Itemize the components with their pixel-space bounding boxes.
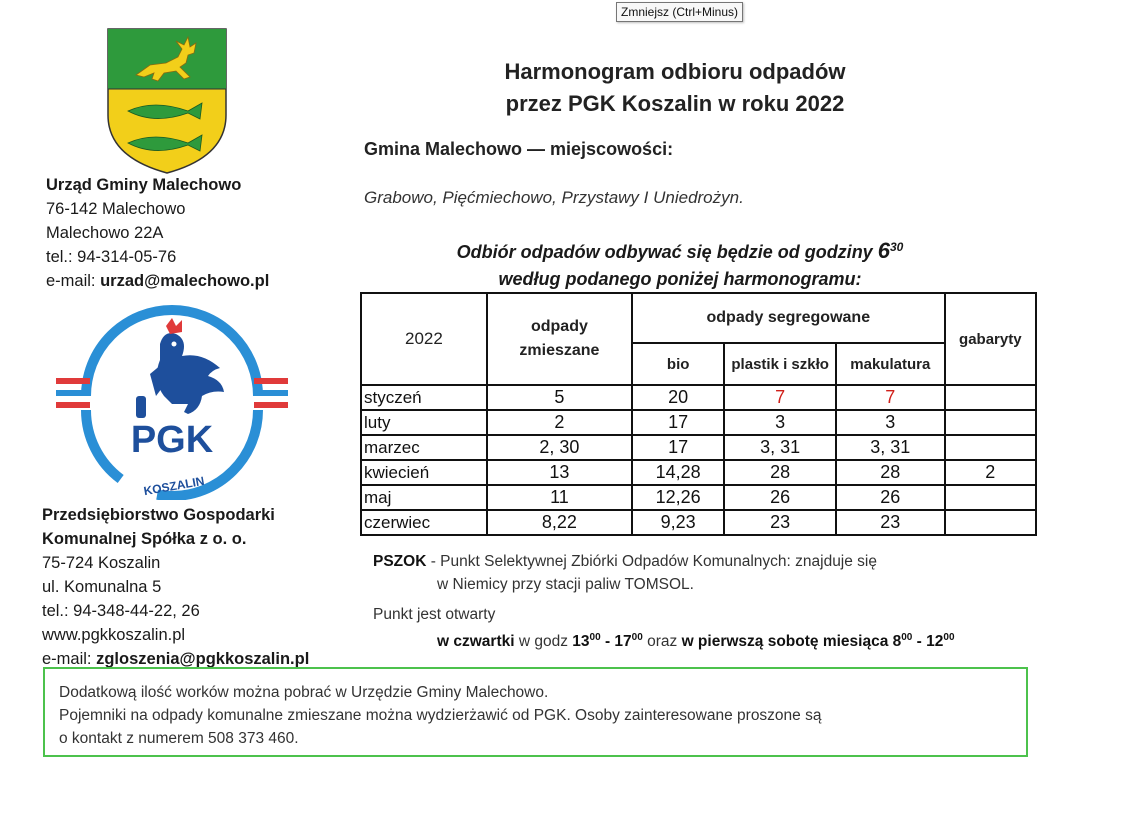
pgk-contact (42, 503, 309, 671)
bio-cell: 12,26 (632, 485, 724, 510)
time-4-hour: 12 (926, 633, 944, 651)
month-cell: styczeń (361, 385, 487, 410)
bio-cell: 9,23 (632, 510, 724, 535)
zoom-out-tooltip: Zmniejsz (Ctrl+Minus) (616, 2, 743, 22)
time-4-min: 00 (943, 632, 955, 643)
pszok-line1 (373, 550, 877, 573)
time-dash-2: - (912, 633, 927, 651)
mixed-cell: 2 (487, 410, 632, 435)
table-row (361, 410, 1036, 435)
bulky-cell (945, 510, 1036, 535)
plastic-cell: 3, 31 (724, 435, 836, 460)
schedule-table (360, 292, 1037, 536)
office-phone: tel.: 94-314-05-76 (46, 248, 177, 266)
additional-info-box (43, 667, 1028, 757)
saturday-times (682, 633, 955, 650)
pgk-logo-city: KOSZALIN (142, 473, 206, 499)
pgk-name-line2: Komunalnej Spółka z o. o. (42, 530, 247, 548)
bio-cell: 14,28 (632, 460, 724, 485)
bulky-cell (945, 385, 1036, 410)
bio-header: bio (632, 343, 724, 385)
office-email: urzad@malechowo.pl (100, 272, 270, 290)
pgk-email: zgloszenia@pgkkoszalin.pl (96, 650, 310, 668)
office-email-label: e-mail: (46, 272, 101, 290)
table-row (361, 510, 1036, 535)
notice-text: Odbiór odpadów odbywać się będzie od godziny (456, 242, 878, 262)
plastic-cell: 28 (724, 460, 836, 485)
plastic-cell: 26 (724, 485, 836, 510)
paper-cell: 3, 31 (836, 435, 945, 460)
places-list: Grabowo, Pięćmiechowo, Przystawy I Uniedrożyn. (364, 188, 744, 207)
opening-times (373, 626, 955, 653)
municipal-office-contact (46, 173, 269, 293)
paper-cell: 26 (836, 485, 945, 510)
notice-minutes: 30 (889, 240, 904, 254)
plastic-cell: 7 (724, 385, 836, 410)
opening-days: w czwartki (437, 633, 515, 651)
time-1-min: 00 (589, 632, 601, 643)
pszok-location: w Niemicy przy stacji paliw TOMSOL. (437, 576, 694, 593)
notice-line2: według podanego poniżej harmonogramu: (498, 269, 862, 289)
paper-header: makulatura (836, 343, 945, 385)
paper-cell: 3 (836, 410, 945, 435)
time-3-hour: 8 (892, 633, 902, 651)
pszok-info (373, 550, 877, 596)
month-cell: luty (361, 410, 487, 435)
plastic-glass-header: plastik i szkło (724, 343, 836, 385)
bulky-cell (945, 435, 1036, 460)
info-line2: Pojemniki na odpady komunalne zmieszane można wydzierżawić od PGK. Osoby zainteresowane proszone są (59, 707, 822, 724)
bulky-cell: 2 (945, 460, 1036, 485)
table-row (361, 435, 1036, 460)
pszok-label: PSZOK (373, 553, 427, 570)
pgk-koszalin-logo (52, 300, 292, 500)
office-email-line (46, 269, 269, 293)
pszok-description: - Punkt Selektywnej Zbiórki Odpadów Komunalnych: znajduje się (426, 553, 877, 570)
bio-cell: 17 (632, 435, 724, 460)
pgk-email-label: e-mail: (42, 650, 97, 668)
municipality-heading: Gmina Malechowo — miejscowości: (364, 139, 674, 159)
bio-cell: 17 (632, 410, 724, 435)
bulky-cell (945, 485, 1036, 510)
pgk-logo-text: PGK (130, 419, 214, 461)
opening-hours (373, 603, 955, 653)
segregated-waste-header: odpady segregowane (632, 293, 945, 343)
notice-hour: 6 (877, 238, 890, 263)
month-cell: maj (361, 485, 487, 510)
saturday-label: w pierwszą sobotę miesiąca (681, 633, 893, 651)
plastic-cell: 3 (724, 410, 836, 435)
notice-line1 (420, 234, 940, 266)
pgk-website: www.pgkkoszalin.pl (42, 626, 186, 644)
mixed-cell: 2, 30 (487, 435, 632, 460)
page-title (440, 56, 910, 120)
opening-intro: Punkt jest otwarty (373, 606, 496, 623)
office-name: Urząd Gminy Malechowo (46, 176, 242, 194)
paper-cell: 28 (836, 460, 945, 485)
bio-cell: 20 (632, 385, 724, 410)
mixed-waste-header: odpady zmieszane (487, 293, 632, 385)
plastic-cell: 23 (724, 510, 836, 535)
pgk-postal: 75-724 Koszalin (42, 554, 161, 572)
paper-cell: 7 (836, 385, 945, 410)
time-dash-1: - (600, 633, 615, 651)
month-cell: kwiecień (361, 460, 487, 485)
mixed-cell: 13 (487, 460, 632, 485)
mixed-cell: 11 (487, 485, 632, 510)
schedule-rows (361, 385, 1036, 535)
bulky-cell (945, 410, 1036, 435)
month-cell: marzec (361, 435, 487, 460)
time-1-hour: 13 (572, 633, 590, 651)
time-2-hour: 17 (614, 633, 632, 651)
info-line1: Dodatkową ilość worków można pobrać w Urzędzie Gminy Malechowo. (59, 684, 549, 701)
table-row (361, 460, 1036, 485)
opening-and: oraz (642, 633, 682, 651)
malechowo-coat-of-arms (106, 27, 228, 175)
bulky-waste-header: gabaryty (945, 293, 1036, 385)
pgk-street: ul. Komunalna 5 (42, 578, 162, 596)
time-1 (572, 633, 643, 650)
pgk-name-line1: Przedsiębiorstwo Gospodarki (42, 506, 275, 524)
pickup-notice (420, 234, 940, 293)
pgk-phone: tel.: 94-348-44-22, 26 (42, 602, 200, 620)
table-row (361, 485, 1036, 510)
time-3-min: 00 (901, 632, 913, 643)
opening-text: w godz (514, 633, 573, 651)
table-row (361, 385, 1036, 410)
info-line3: o kontakt z numerem 508 373 460. (59, 730, 299, 747)
year-header: 2022 (361, 293, 487, 385)
mixed-cell: 8,22 (487, 510, 632, 535)
month-cell: czerwiec (361, 510, 487, 535)
time-2-min: 00 (631, 632, 643, 643)
office-postal: 76-142 Malechowo (46, 200, 186, 218)
title-line2: przez PGK Koszalin w roku 2022 (505, 91, 845, 116)
office-street: Malechowo 22A (46, 224, 164, 242)
paper-cell: 23 (836, 510, 945, 535)
title-line1: Harmonogram odbioru odpadów (504, 59, 846, 84)
mixed-cell: 5 (487, 385, 632, 410)
